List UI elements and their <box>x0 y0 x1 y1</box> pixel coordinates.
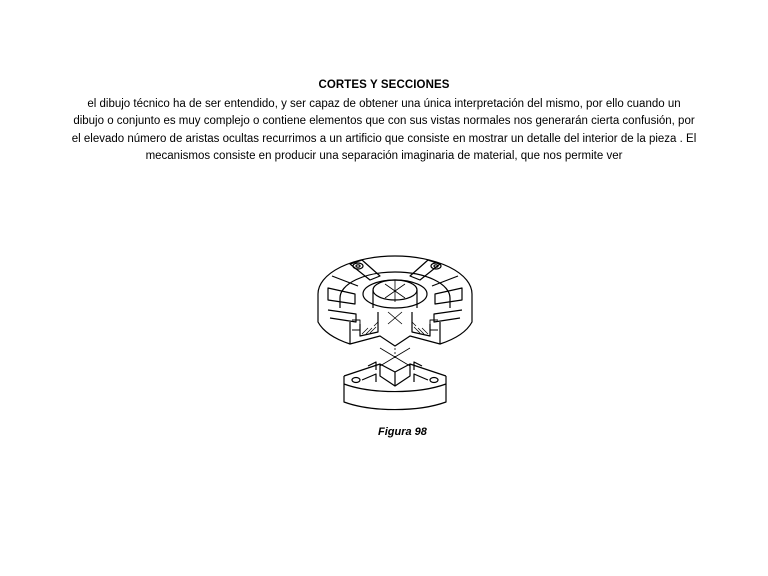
sectioned-part-figure <box>310 236 480 446</box>
paragraph-line: el dibujo técnico ha de ser entendido, y ser capaz de obtener una única interpretación del mismo, por ello cuando un <box>87 98 681 110</box>
section-cut <box>350 322 440 346</box>
figure-caption: Figura 98 <box>378 426 427 438</box>
paragraph-line: dibujo o conjunto es muy complejo o contiene elementos que con sus vistas normales nos generarán cierta confusión, por <box>73 115 695 128</box>
body-paragraph <box>56 96 712 166</box>
paragraph-line: el elevado número de aristas ocultas recurrimos a un artificio que consiste en mostrar un detalle del interior de la pieza . El <box>71 132 697 145</box>
page-title: CORTES Y SECCIONES <box>318 79 450 91</box>
paragraph-line: mecanismos consiste en producir una separación imaginaria de material, que nos permite ver <box>145 150 623 163</box>
